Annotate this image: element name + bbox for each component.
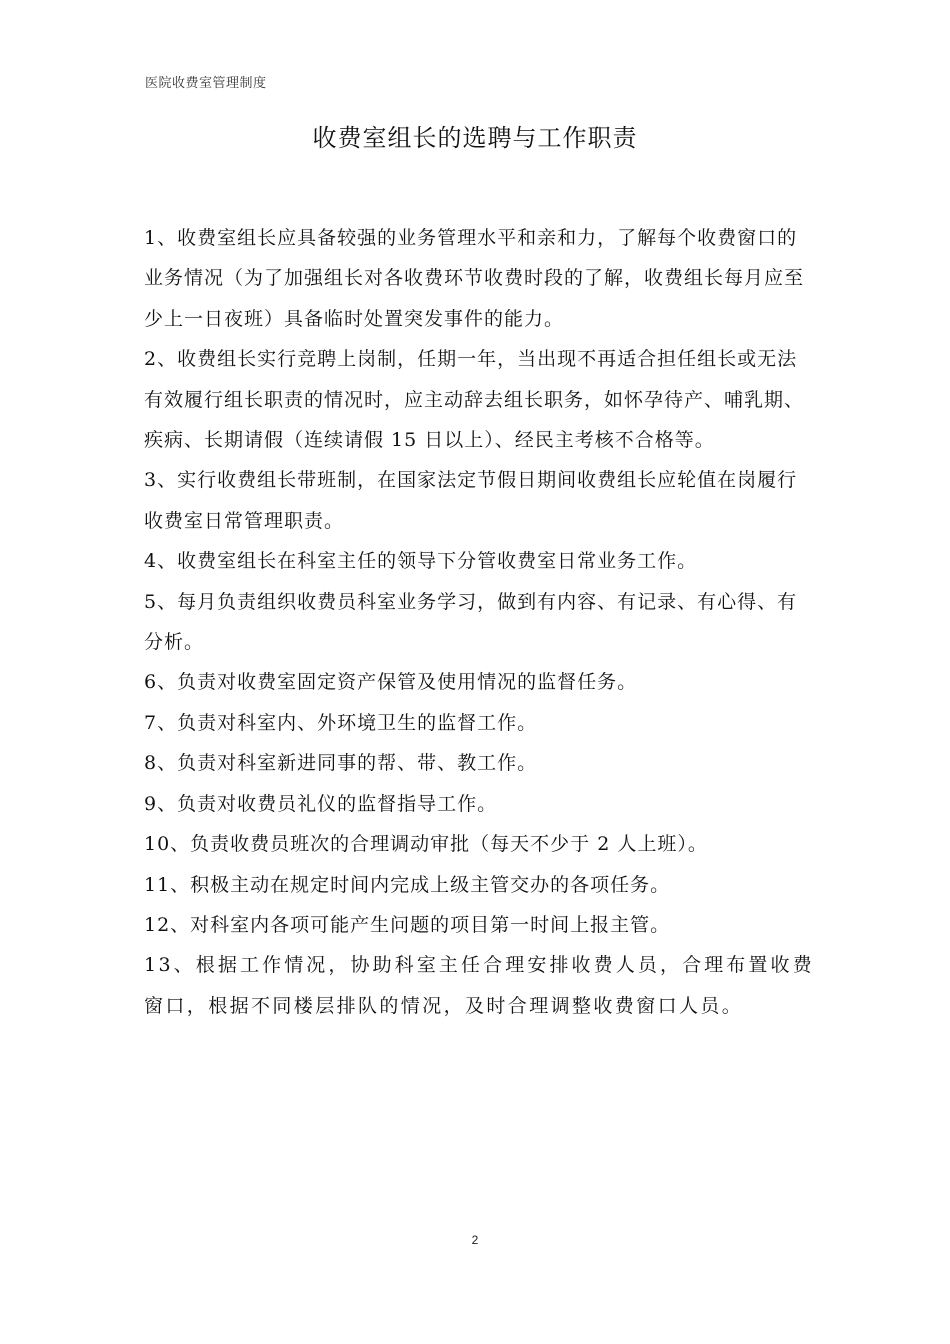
paragraph-6: 6、负责对收费室固定资产保管及使用情况的监督任务。 (144, 671, 638, 694)
paragraph-1: 1、收费室组长应具备较强的业务管理水平和亲和力，了解每个收费窗口的业务情况（为了加强组长对各收费环节收费时段的了解，收费组长每月应至少上一日夜班）具备临时处置突发事件的能力。 (144, 227, 805, 330)
paragraph-3: 3、实行收费组长带班制，在国家法定节假日期间收费组长应轮值在岗履行收费室日常管理职责。 (144, 469, 798, 532)
paragraph-10: 10、负责收费员班次的合理调动审批（每天不少于 2 人上班）。 (144, 833, 708, 856)
paragraph-8: 8、负责对科室新进同事的帮、带、教工作。 (144, 752, 538, 775)
paragraph-9: 9、负责对收费员礼仪的监督指导工作。 (144, 792, 498, 815)
document-header: 医院收费室管理制度 (145, 76, 267, 91)
paragraph-2: 2、收费组长实行竞聘上岗制，任期一年，当出现不再适合担任组长或无法有效履行组长职责的情况时，应主动辞去组长职务，如怀孕待产、哺乳期、疾病、长期请假（连续请假 15 日以上）、经民主考核不合格等。 (144, 348, 805, 452)
paragraph-5: 5、每月负责组织收费员科室业务学习，做到有内容、有记录、有心得、有分析。 (144, 590, 798, 654)
paragraph-4: 4、收费室组长在科室主任的领导下分管收费室日常业务工作。 (144, 550, 698, 573)
page-number: 2 (471, 1233, 479, 1247)
paragraph-11: 11、积极主动在规定时间内完成上级主管交办的各项任务。 (144, 873, 671, 896)
document-title: 收费室组长的选聘与工作职责 (312, 124, 638, 152)
paragraph-7: 7、负责对科室内、外环境卫生的监督工作。 (144, 711, 538, 734)
document-body (144, 218, 814, 1026)
paragraph-13: 13、根据工作情况，协助科室主任合理安排收费人员，合理布置收费窗口，根据不同楼层排队的情况，及时合理调整收费窗口人员。 (144, 954, 814, 1017)
paragraph-12: 12、对科室内各项可能产生问题的项目第一时间上报主管。 (144, 913, 671, 936)
